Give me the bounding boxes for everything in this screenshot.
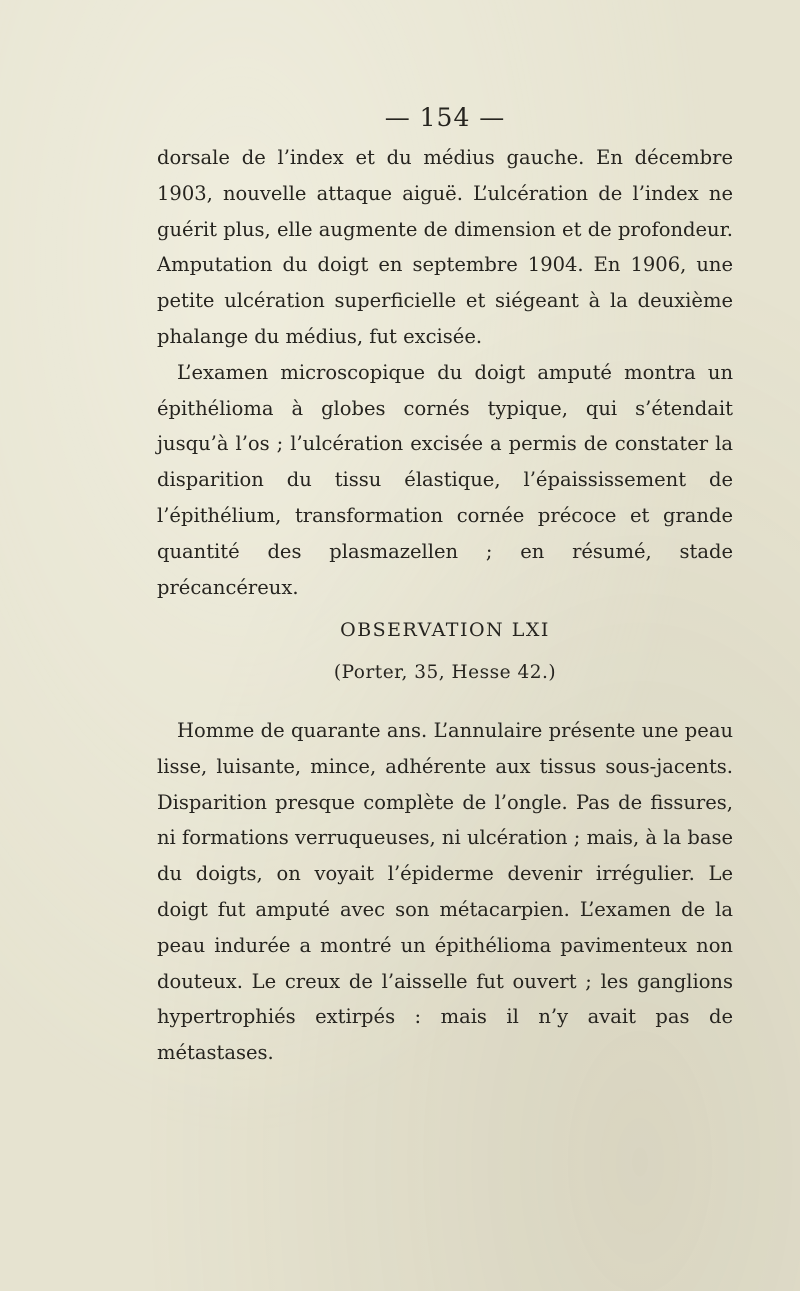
observation-subtitle: (Porter, 35, Hesse 42.) <box>333 662 557 683</box>
page-number: — 154 — <box>384 103 506 132</box>
paragraph-2: L’examen microscopique du doigt amputé montra un épithélioma à globes cornés typique, qui s’étendait jusqu’à l’os ; l’ulcération excisée a permis de constater la disparition du tissu élastique, l’épaississement de l’épithélium, transformation cornée précoce et grande quantité des plasmazellen ; en résumé, stade précancéreux. <box>157 360 733 599</box>
paragraph-1: dorsale de l’index et du médius gauche. En décembre 1903, nouvelle attaque aiguë. L’ulcération de l’index ne guérit plus, elle augmente de dimension et de profondeur. Amputation du doigt en septembre 1904. En 1906, une petite ulcération superficielle et siégeant à la deuxième phalange du médius, fut excisée. <box>157 146 733 348</box>
text-block-top <box>157 140 733 605</box>
text-block-bottom <box>157 713 733 1071</box>
observation-title: OBSERVATION LXI <box>340 619 550 641</box>
paragraph-3: Homme de quarante ans. L’annulaire présente une peau lisse, luisante, mince, adhérente aux tissus sous-jacents. Disparition presque complète de l’ongle. Pas de fissures, ni formations verruqueuses, ni ulcération ; mais, à la base du doigts, on voyait l’épiderme devenir irrégulier. Le doigt fut amputé avec son métacarpien. L’examen de la peau indurée a montré un épithélioma pavimenteux non douteux. Le creux de l’aisselle fut ouvert ; les ganglions hypertrophiés extirpés : mais il n’y avait pas de métastases. <box>157 719 733 1065</box>
